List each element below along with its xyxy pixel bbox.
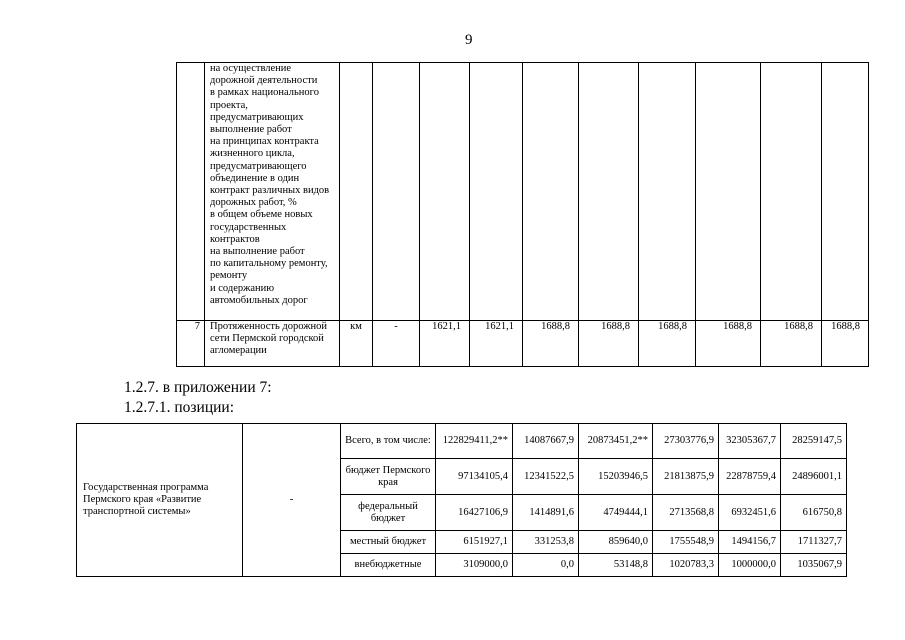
value-cell: 15203946,5	[579, 459, 653, 495]
value-cell: 28259147,5	[781, 424, 847, 459]
indicator-name: Протяженность дорожной сети Пермской городской агломерации	[205, 321, 340, 367]
value-cell: 3109000,0	[436, 554, 513, 577]
program-name: Государственная программа Пермского края «Развитие транспортной системы»	[77, 424, 243, 577]
row-label: внебюджетные	[341, 554, 436, 577]
value-cell: 1035067,9	[781, 554, 847, 577]
row-label: местный бюджет	[341, 531, 436, 554]
value-cell: 14087667,9	[513, 424, 579, 459]
value-cell: 1621,1	[420, 321, 470, 367]
value-cell: 331253,8	[513, 531, 579, 554]
financing-table	[76, 423, 847, 577]
table-row	[77, 424, 847, 459]
value-cell: 616750,8	[781, 495, 847, 531]
value-cell: 1000000,0	[719, 554, 781, 577]
page-number: 9	[465, 32, 473, 48]
value-cell: 1688,8	[639, 321, 696, 367]
value-cell: 1688,8	[579, 321, 639, 367]
value-cell: 6151927,1	[436, 531, 513, 554]
table-row	[177, 321, 869, 367]
value-cell: 2713568,8	[653, 495, 719, 531]
value-cell: 16427106,9	[436, 495, 513, 531]
value-cell: 4749444,1	[579, 495, 653, 531]
value-cell: 1621,1	[470, 321, 523, 367]
row-label: федеральный бюджет	[341, 495, 436, 531]
value-cell: 1414891,6	[513, 495, 579, 531]
section-heading: 1.2.7. в приложении 7:	[124, 379, 272, 396]
value-cell: 27303776,9	[653, 424, 719, 459]
value-cell: 1755548,9	[653, 531, 719, 554]
value-cell: 21813875,9	[653, 459, 719, 495]
value-cell: 97134105,4	[436, 459, 513, 495]
unit-cell: км	[340, 321, 373, 367]
value-cell: 1688,8	[696, 321, 761, 367]
value-cell: 6932451,6	[719, 495, 781, 531]
value-cell: 53148,8	[579, 554, 653, 577]
row-label: бюджет Пермского края	[341, 459, 436, 495]
subsection-heading: 1.2.7.1. позиции:	[124, 399, 235, 416]
value-cell: 20873451,2**	[579, 424, 653, 459]
value-cell: 1688,8	[822, 321, 869, 367]
value-cell: 0,0	[513, 554, 579, 577]
value-cell: 1688,8	[761, 321, 822, 367]
indicator-description: на осуществление дорожной деятельности в рамках национального проекта, предусматривающих выполнение работ на принципах контракта жизненного цикла, предусматривающего объединение в один контракт различных видов дорожных работ, % в общем объеме новых государственных контрактов на выполнение работ по капитальному ремонту, ремонту и содержанию автомобильных дорог	[205, 63, 340, 321]
value-cell: 122829411,2**	[436, 424, 513, 459]
dash-cell: -	[243, 424, 341, 577]
value-cell: 32305367,7	[719, 424, 781, 459]
value-cell: 1688,8	[523, 321, 579, 367]
table-row	[177, 63, 869, 321]
value-cell: 859640,0	[579, 531, 653, 554]
value-cell: 12341522,5	[513, 459, 579, 495]
row-number: 7	[177, 321, 205, 367]
value-cell: 1711327,7	[781, 531, 847, 554]
value-cell: 1020783,3	[653, 554, 719, 577]
indicators-table	[176, 62, 869, 367]
dash-cell: -	[373, 321, 420, 367]
value-cell: 1494156,7	[719, 531, 781, 554]
value-cell: 22878759,4	[719, 459, 781, 495]
value-cell: 24896001,1	[781, 459, 847, 495]
row-label: Всего, в том числе:	[341, 424, 436, 459]
